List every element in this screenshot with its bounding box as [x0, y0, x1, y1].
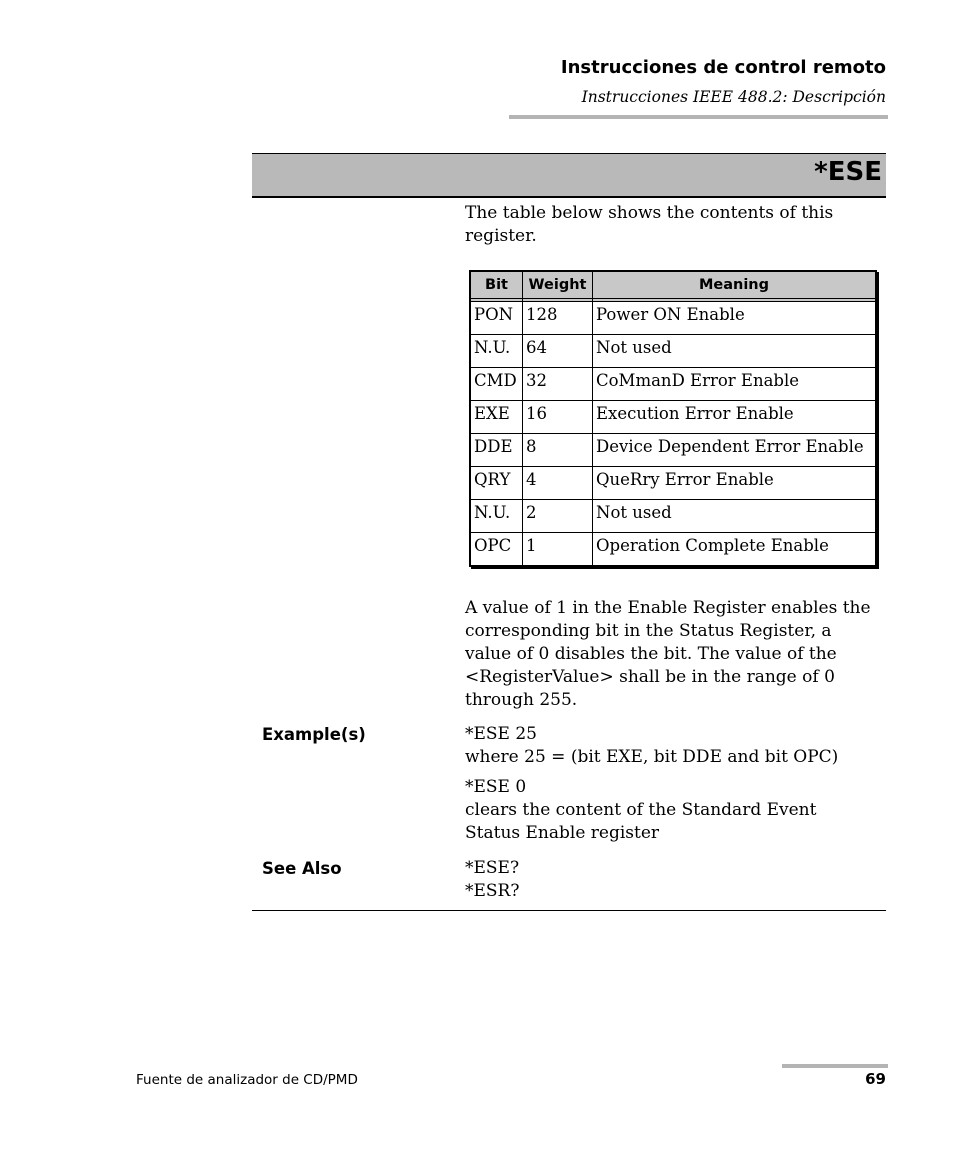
cell-weight: 64 — [523, 335, 593, 368]
table-row — [470, 368, 876, 401]
register-table — [469, 270, 877, 567]
see-also-list — [465, 857, 875, 903]
section-subtitle: Instrucciones IEEE 488.2: Descripción — [581, 88, 886, 106]
cell-weight: 1 — [523, 533, 593, 566]
example-text: where 25 = (bit EXE, bit DDE and bit OPC) — [465, 747, 839, 767]
intro-text: The table below shows the contents of this register. — [465, 203, 834, 246]
section-end-rule — [252, 910, 886, 911]
column-header-meaning: Meaning — [593, 271, 877, 299]
table-row — [470, 434, 876, 467]
cell-meaning: Device Dependent Error Enable — [593, 434, 877, 467]
cell-meaning: Not used — [593, 335, 877, 368]
cell-bit: EXE — [470, 401, 523, 434]
example-text: clears the content of the Standard Event Status Enable register — [465, 800, 817, 843]
cell-weight: 32 — [523, 368, 593, 401]
see-also-item: *ESR? — [465, 881, 520, 901]
cell-bit: QRY — [470, 467, 523, 500]
footer-rule — [782, 1064, 888, 1068]
cell-bit: DDE — [470, 434, 523, 467]
cell-weight: 128 — [523, 302, 593, 335]
example-2 — [465, 776, 875, 845]
cell-bit: CMD — [470, 368, 523, 401]
column-header-weight: Weight — [523, 271, 593, 299]
cell-bit: PON — [470, 302, 523, 335]
cell-meaning: QueRry Error Enable — [593, 467, 877, 500]
command-name: *ESE — [814, 157, 882, 187]
column-header-bit: Bit — [470, 271, 523, 299]
cell-meaning: Power ON Enable — [593, 302, 877, 335]
table-row — [470, 401, 876, 434]
cell-bit: OPC — [470, 533, 523, 566]
examples-label: Example(s) — [262, 725, 366, 744]
page-number: 69 — [865, 1070, 886, 1088]
cell-meaning: Execution Error Enable — [593, 401, 877, 434]
cell-bit: N.U. — [470, 335, 523, 368]
description-text: A value of 1 in the Enable Register enables the corresponding bit in the Status Register, a value of 0 disables the bit. The value of the <RegisterValue> shall be in the range of 0 through 255. — [465, 598, 871, 710]
table-row — [470, 467, 876, 500]
example-code: *ESE 0 — [465, 777, 527, 797]
cell-weight: 2 — [523, 500, 593, 533]
table-row — [470, 533, 876, 566]
cell-weight: 16 — [523, 401, 593, 434]
description-paragraph — [465, 597, 875, 712]
cell-weight: 4 — [523, 467, 593, 500]
section-title: Instrucciones de control remoto — [560, 57, 886, 78]
table-row — [470, 302, 876, 335]
footer-document-title: Fuente de analizador de CD/PMD — [136, 1072, 358, 1088]
cell-meaning: Operation Complete Enable — [593, 533, 877, 566]
table-header-row — [470, 271, 876, 299]
example-1 — [465, 723, 875, 769]
intro-paragraph — [465, 202, 875, 248]
cell-weight: 8 — [523, 434, 593, 467]
see-also-item: *ESE? — [465, 858, 520, 878]
table-row — [470, 335, 876, 368]
cell-meaning: Not used — [593, 500, 877, 533]
example-code: *ESE 25 — [465, 724, 538, 744]
table-row — [470, 500, 876, 533]
see-also-label: See Also — [262, 859, 342, 878]
header-rule — [509, 115, 888, 119]
command-title-bar — [252, 153, 886, 198]
cell-meaning: CoMmanD Error Enable — [593, 368, 877, 401]
cell-bit: N.U. — [470, 500, 523, 533]
